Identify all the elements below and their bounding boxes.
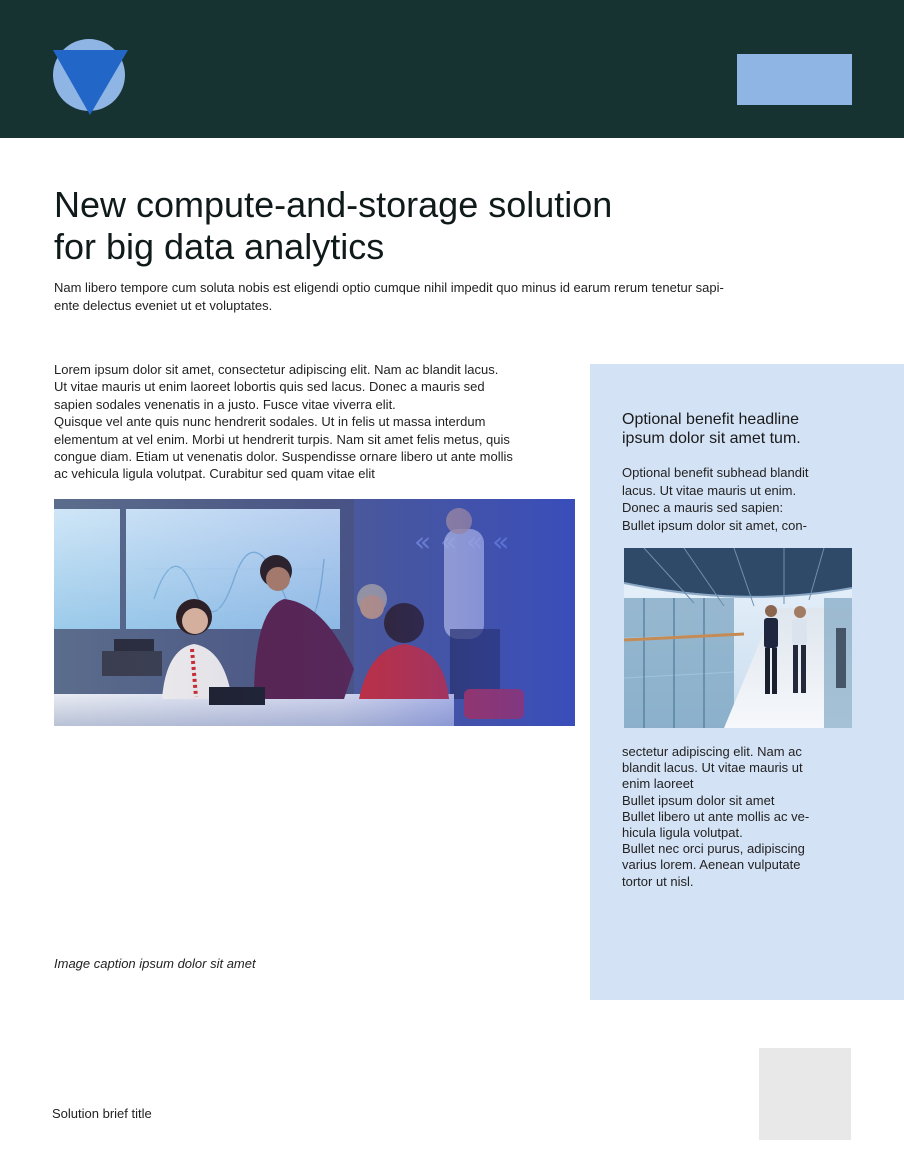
header-band (0, 0, 904, 138)
header-accent-box (737, 54, 852, 105)
body-line: congue diam. Etiam ut venenatis dolor. Suspendisse ornare libero ut ante mollis (54, 449, 513, 465)
sidebar-body-line: sectetur adipiscing elit. Nam ac (622, 744, 802, 759)
sidebar-body-line: Bullet libero ut ante mollis ac ve- (622, 808, 810, 824)
body-line: Lorem ipsum dolor sit amet, consectetur adipiscing elit. Nam ac blandit lacus. (54, 362, 499, 377)
sidebar-subhead (622, 464, 852, 534)
sidebar-subhead-line: Bullet ipsum dolor sit amet, con- (622, 517, 807, 533)
sidebar-body-line: tortor ut nisl. (622, 873, 694, 889)
page-title (54, 184, 754, 268)
meeting-photo-illustration (54, 499, 575, 726)
sidebar-body-line: hicula ligula volutpat. (622, 825, 743, 841)
corridor-photo-illustration (624, 548, 852, 728)
sidebar-headline-line: Optional benefit headline (622, 411, 800, 428)
body-text (54, 361, 579, 483)
body-line: ac vehicula ligula volutpat. Curabitur sed quam vitae elit (54, 466, 375, 482)
image-caption: Image caption ipsum dolor sit amet (54, 956, 256, 971)
title-line: for big data analytics (54, 226, 385, 267)
sidebar-subhead-line: lacus. Ut vitae mauris ut enim. (622, 482, 797, 498)
lead-line: ente delectus eveniet ut et voluptates. (54, 298, 273, 313)
body-line: elementum at vel enim. Morbi ut hendrerit turpis. Nam sit amet felis metus, quis (54, 431, 510, 447)
meeting-photo (54, 499, 575, 726)
footer-placeholder-box (759, 1048, 851, 1140)
footer-title: Solution brief title (52, 1106, 152, 1121)
sidebar-subhead-line: Donec a mauris sed sapien: (622, 500, 784, 515)
lead-line: Nam libero tempore cum soluta nobis est eligendi optio cumque nihil impedit quo minus id earum rerum tenetur sapi- (54, 280, 724, 295)
body-line: sapien sodales venenatis in a justo. Fusce vitae viverra elit. (54, 396, 396, 412)
corridor-photo (624, 548, 852, 728)
sidebar-headline (622, 410, 852, 448)
sidebar-body-line: enim laoreet (622, 776, 694, 792)
body-line: Quisque vel ante quis nunc hendrerit sodales. Ut in felis ut massa interdum (54, 414, 486, 430)
sidebar-subhead-line: Optional benefit subhead blandit (622, 465, 809, 480)
sidebar-body-line: Bullet ipsum dolor sit amet (622, 792, 775, 808)
sidebar-body-line: Bullet nec orci purus, adipiscing (622, 841, 805, 857)
sidebar-body-line: blandit lacus. Ut vitae mauris ut (622, 760, 803, 776)
brand-logo-icon (52, 38, 130, 116)
lead-paragraph (54, 279, 824, 315)
body-line: Ut vitae mauris ut enim laoreet lobortis quis sed lacus. Donec a mauris sed (54, 379, 485, 395)
sidebar-headline-line: ipsum dolor sit amet tum. (622, 430, 801, 447)
sidebar-body-line: varius lorem. Aenean vulputate (622, 857, 801, 873)
sidebar-body (622, 744, 852, 890)
title-line: New compute-and-storage solution (54, 184, 613, 225)
